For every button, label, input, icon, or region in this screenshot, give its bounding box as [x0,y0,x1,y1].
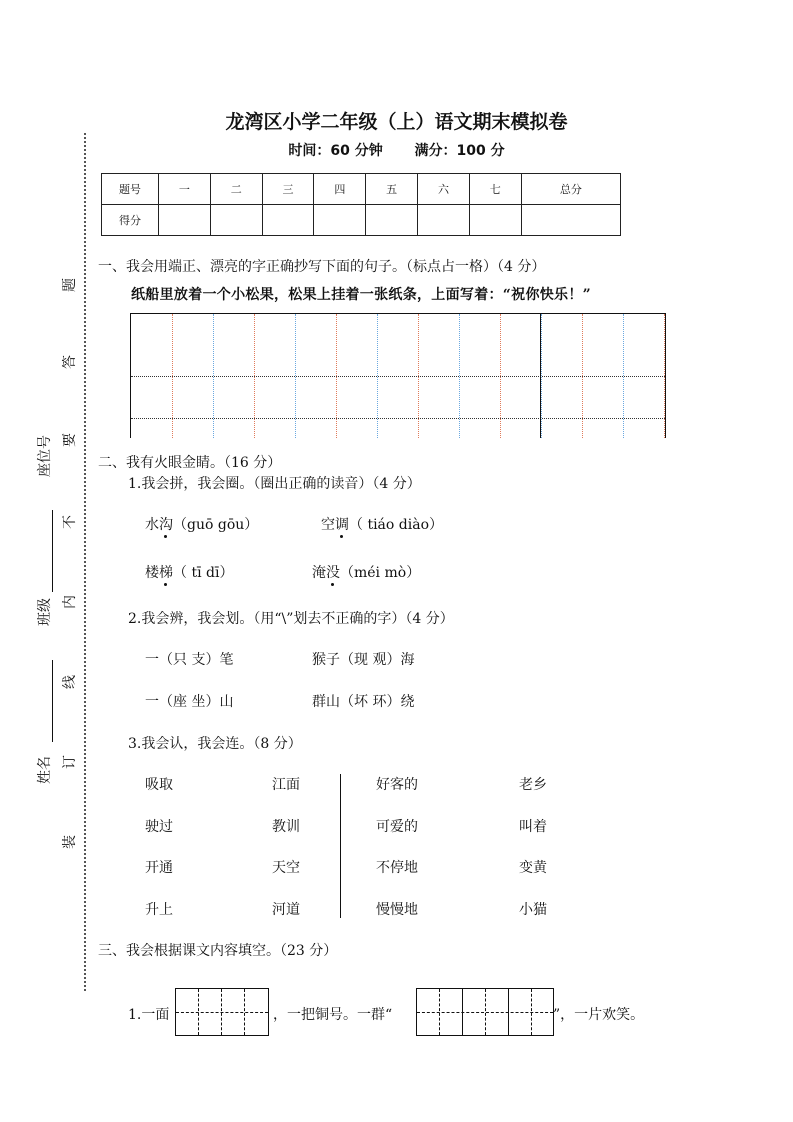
binding-warning-char: 线 [62,675,78,689]
time-label: 时间：60 分钟 [288,143,383,159]
section2-q3-title: 3.我会认，我会连。（8 分） [128,736,302,752]
fill-blank-middle: ，一把铜号。一群“ [273,1007,393,1023]
word-choice-item[interactable]: 猴子（现 观）海 [312,652,415,668]
score-table-header: 题号 [102,174,159,205]
name-label: 姓名 [37,756,53,784]
name-blank-line[interactable] [52,660,53,742]
copy-writing-grid[interactable] [130,313,666,438]
score-table-header: 六 [418,174,470,205]
score-table-header: 七 [469,174,521,205]
grid-row-line [131,376,665,377]
match-divider [340,774,341,918]
match-word[interactable]: 叫着 [519,819,547,835]
emphasis-dot [340,535,343,538]
emphasis-dot [164,535,167,538]
binding-dotted-line [84,133,86,991]
score-label: 满分：100 分 [414,143,505,159]
score-table-header: 三 [262,174,314,205]
score-table [101,173,621,236]
fill-blank-prefix: 1.一面 [128,1007,170,1023]
section3-heading: 三、我会根据课文内容填空。（23 分） [98,943,338,959]
score-table-header: 五 [366,174,418,205]
score-cell[interactable] [159,205,211,236]
match-word[interactable]: 江面 [272,777,300,793]
score-table-header: 总分 [521,174,620,205]
match-word[interactable]: 好客的 [376,777,418,793]
fill-blank-suffix: ”，一片欢笑。 [553,1007,645,1023]
score-cell[interactable] [262,205,314,236]
match-word[interactable]: 教训 [272,819,300,835]
match-word[interactable]: 开通 [145,860,173,876]
match-word[interactable]: 不停地 [376,860,418,876]
word-choice-item[interactable]: 群山（坏 环）绕 [312,694,415,710]
binding-warning-char: 装 [62,835,78,849]
pinyin-item[interactable]: 水沟（guō gōu） [145,517,259,533]
match-word[interactable]: 慢慢地 [376,902,418,918]
score-table-header: 二 [210,174,262,205]
pinyin-item[interactable]: 空调（ tiáo diào） [321,517,443,533]
grid-block-separator [540,314,541,438]
match-word[interactable]: 天空 [272,860,300,876]
grid-row-line [131,418,665,419]
emphasis-dot [331,583,334,586]
fill-blank-box[interactable] [416,988,554,1036]
class-blank-line[interactable] [52,510,53,592]
binding-warning-char: 答 [62,355,78,369]
section1-sentence: 纸船里放着一个小松果，松果上挂着一张纸条，上面写着：“祝你快乐！” [131,287,592,303]
binding-warning-char: 要 [62,433,78,447]
score-cell[interactable] [418,205,470,236]
match-word[interactable]: 河道 [272,902,300,918]
score-table-header: 四 [314,174,366,205]
binding-warning-char: 订 [62,755,78,769]
match-word[interactable]: 老乡 [519,777,547,793]
score-cell[interactable] [366,205,418,236]
score-table-header: 一 [159,174,211,205]
score-row-label: 得分 [102,205,159,236]
match-word[interactable]: 可爱的 [376,819,418,835]
seat-number-label: 座位号 [37,435,53,477]
class-label: 班级 [37,598,53,626]
score-cell[interactable] [469,205,521,236]
word-choice-item[interactable]: 一（只 支）笔 [145,652,234,668]
section2-q1-title: 1.我会拼，我会圈。（圈出正确的读音）（4 分） [128,476,421,492]
match-word[interactable]: 升上 [145,902,173,918]
binding-warning-char: 内 [62,595,78,609]
binding-warning-char: 题 [62,278,78,292]
score-table-score-row [102,205,621,236]
match-word[interactable]: 小猫 [519,902,547,918]
word-choice-item[interactable]: 一（座 坐）山 [145,694,234,710]
binding-warning-char: 不 [62,515,78,529]
fill-blank-box[interactable] [175,988,269,1036]
match-word[interactable]: 吸取 [145,777,173,793]
match-word[interactable]: 驶过 [145,819,173,835]
section2-heading: 二、我有火眼金睛。（16 分） [98,455,282,471]
pinyin-item[interactable]: 淹没（méi mò） [312,565,421,581]
emphasis-dot [164,583,167,586]
score-cell[interactable] [210,205,262,236]
score-table-header-row [102,174,621,205]
match-word[interactable]: 变黄 [519,860,547,876]
page-title: 龙湾区小学二年级（上）语文期末模拟卷 [225,111,568,133]
exam-info [0,140,793,160]
section2-q2-title: 2.我会辨，我会划。（用“\”划去不正确的字）（4 分） [128,611,454,627]
score-cell[interactable] [314,205,366,236]
score-cell[interactable] [521,205,620,236]
section1-heading: 一、我会用端正、漂亮的字正确抄写下面的句子。（标点占一格）（4 分） [98,259,546,275]
pinyin-item[interactable]: 楼梯（ tī dī） [145,565,234,581]
